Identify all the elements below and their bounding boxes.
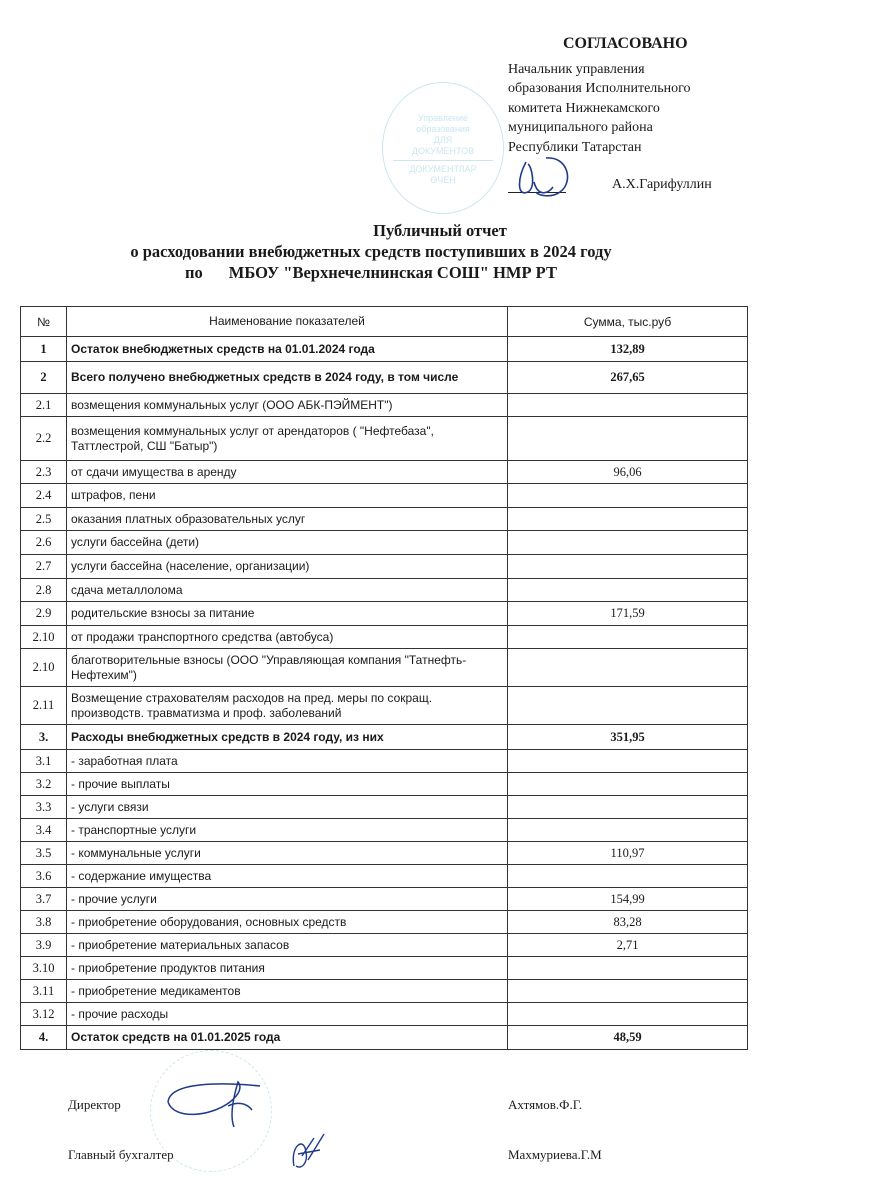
row-value [508, 417, 748, 461]
expense-report-table [20, 306, 748, 1050]
table-row [21, 461, 748, 484]
row-name: - прочие расходы [67, 1003, 508, 1026]
table-row [21, 531, 748, 555]
table-row [21, 865, 748, 888]
approval-signatory: А.Х.Гарифуллин [612, 177, 712, 192]
table-row [21, 1003, 748, 1026]
row-number: 2.7 [21, 555, 67, 579]
row-name: штрафов, пени [67, 484, 508, 508]
row-number: 3.9 [21, 934, 67, 957]
table-row [21, 508, 748, 531]
row-name: сдача металлолома [67, 579, 508, 602]
report-organization [0, 262, 872, 283]
row-number: 3.10 [21, 957, 67, 980]
approval-line: комитета Нижнекамского [508, 100, 660, 116]
row-value [508, 531, 748, 555]
row-value [508, 555, 748, 579]
row-value: 267,65 [508, 362, 748, 394]
table-row [21, 337, 748, 362]
stamp-text: образования [416, 124, 470, 134]
row-number: 2.10 [21, 626, 67, 649]
table-row [21, 796, 748, 819]
table-row [21, 911, 748, 934]
row-number: 2.5 [21, 508, 67, 531]
signature-accountant-icon [284, 1126, 334, 1176]
table-row [21, 362, 748, 394]
accountant-name: Махмуриева.Г.М [508, 1147, 602, 1162]
row-value: 83,28 [508, 911, 748, 934]
table-row [21, 1026, 748, 1050]
approval-line: Начальник управления [508, 61, 645, 77]
row-name: - приобретение оборудования, основных средств [67, 911, 508, 934]
row-number: 2.2 [21, 417, 67, 461]
report-title: Публичный отчет [373, 221, 507, 240]
row-name: - прочие услуги [67, 888, 508, 911]
table-row [21, 417, 748, 461]
row-name: - транспортные услуги [67, 819, 508, 842]
row-value [508, 579, 748, 602]
row-value: 132,89 [508, 337, 748, 362]
row-value [508, 865, 748, 888]
col-header-name: Наименование показателей [67, 307, 508, 337]
approval-line: Республики Татарстан [508, 139, 642, 155]
row-value [508, 1003, 748, 1026]
row-value: 96,06 [508, 461, 748, 484]
row-name: Возмещение страхователям расходов на пред. меры по сокращ. производств. травматизма и проф. заболеваний [67, 687, 508, 725]
row-value [508, 796, 748, 819]
row-number: 3.7 [21, 888, 67, 911]
table-row [21, 602, 748, 626]
official-stamp-top [382, 82, 504, 214]
row-number: 3.2 [21, 773, 67, 796]
table-row [21, 484, 748, 508]
row-number: 2.1 [21, 394, 67, 417]
approval-title: СОГЛАСОВАНО [563, 35, 688, 52]
row-value [508, 508, 748, 531]
row-name: родительские взносы за питание [67, 602, 508, 626]
table-row [21, 626, 748, 649]
row-name: услуги бассейна (дети) [67, 531, 508, 555]
row-value: 351,95 [508, 725, 748, 750]
row-number: 2 [21, 362, 67, 394]
row-value [508, 980, 748, 1003]
stamp-text: Управление [417, 113, 469, 123]
stamp-text: ДОКУМЕНТЛАР [409, 164, 477, 174]
approval-block [508, 34, 838, 192]
table-row [21, 980, 748, 1003]
row-value [508, 957, 748, 980]
table-row [21, 819, 748, 842]
table-body [21, 337, 748, 1050]
table-row [21, 957, 748, 980]
table-row [21, 394, 748, 417]
org-name: МБОУ "Верхнечелнинская СОШ" НМР РТ [228, 263, 557, 282]
table-row [21, 773, 748, 796]
row-name: оказания платных образовательных услуг [67, 508, 508, 531]
row-number: 3. [21, 725, 67, 750]
stamp-text: ДОКУМЕНТОВ [411, 146, 475, 156]
row-number: 3.12 [21, 1003, 67, 1026]
table-row [21, 649, 748, 687]
stamp-text: ДЛЯ [433, 135, 453, 145]
row-value: 48,59 [508, 1026, 748, 1050]
row-name: от продажи транспортного средства (автобуса) [67, 626, 508, 649]
row-name: - услуги связи [67, 796, 508, 819]
row-number: 3.4 [21, 819, 67, 842]
row-number: 1 [21, 337, 67, 362]
row-value [508, 394, 748, 417]
row-name: Остаток внебюджетных средств на 01.01.2024 года [67, 337, 508, 362]
row-name: - прочие выплаты [67, 773, 508, 796]
row-value [508, 484, 748, 508]
row-name: Остаток средств на 01.01.2025 года [67, 1026, 508, 1050]
row-name: - содержание имущества [67, 865, 508, 888]
row-number: 3.5 [21, 842, 67, 865]
table-row [21, 579, 748, 602]
row-number: 3.3 [21, 796, 67, 819]
row-name: благотворительные взносы (ООО "Управляющая компания "Татнефть-Нефтехим") [67, 649, 508, 687]
table-row [21, 687, 748, 725]
row-name: - приобретение продуктов питания [67, 957, 508, 980]
row-value: 171,59 [508, 602, 748, 626]
row-number: 2.4 [21, 484, 67, 508]
row-number: 3.11 [21, 980, 67, 1003]
row-name: - коммунальные услуги [67, 842, 508, 865]
row-value [508, 819, 748, 842]
report-heading [0, 220, 872, 283]
org-prefix: по [185, 263, 203, 282]
accountant-role: Главный бухгалтер [68, 1147, 174, 1162]
col-header-num: № [21, 307, 67, 337]
approval-line: образования Исполнительного [508, 81, 691, 96]
signature-director-icon [160, 1072, 270, 1132]
row-number: 4. [21, 1026, 67, 1050]
table-row [21, 842, 748, 865]
row-number: 2.11 [21, 687, 67, 725]
row-name: - приобретение материальных запасов [67, 934, 508, 957]
table-row [21, 750, 748, 773]
col-header-value: Сумма, тыс.руб [508, 307, 748, 337]
row-value [508, 626, 748, 649]
row-name: - заработная плата [67, 750, 508, 773]
row-name: услуги бассейна (население, организации) [67, 555, 508, 579]
table-row [21, 555, 748, 579]
row-name: Всего получено внебюджетных средств в 2024 году, в том числе [67, 362, 508, 394]
approval-line: муниципального района [508, 120, 653, 135]
row-number: 3.8 [21, 911, 67, 934]
row-value: 110,97 [508, 842, 748, 865]
row-number: 2.3 [21, 461, 67, 484]
row-name: - приобретение медикаментов [67, 980, 508, 1003]
signature-approver-icon [508, 152, 578, 202]
row-number: 2.10 [21, 649, 67, 687]
row-number: 2.8 [21, 579, 67, 602]
row-name: Расходы внебюджетных средств в 2024 году, из них [67, 725, 508, 750]
row-name: возмещения коммунальных услуг (ООО АБК-ПЭЙМЕНТ") [67, 394, 508, 417]
row-value: 154,99 [508, 888, 748, 911]
table-row [21, 888, 748, 911]
row-value [508, 750, 748, 773]
row-value [508, 649, 748, 687]
row-value [508, 773, 748, 796]
table-header-row [21, 307, 748, 337]
row-value [508, 687, 748, 725]
table-row [21, 725, 748, 750]
row-number: 2.6 [21, 531, 67, 555]
row-name: возмещения коммунальных услуг от арендаторов ( "Нефтебаза", Таттлестрой, СШ "Батыр") [67, 417, 508, 461]
row-number: 3.6 [21, 865, 67, 888]
row-name: от сдачи имущества в аренду [67, 461, 508, 484]
row-value: 2,71 [508, 934, 748, 957]
table-row [21, 934, 748, 957]
stamp-text: ӨЧЕН [430, 175, 456, 185]
row-number: 2.9 [21, 602, 67, 626]
director-name: Ахтямов.Ф.Г. [508, 1097, 582, 1112]
report-subtitle: о расходовании внебюджетных средств поступивших в 2024 году [130, 242, 612, 261]
director-role: Директор [68, 1097, 121, 1112]
row-number: 3.1 [21, 750, 67, 773]
